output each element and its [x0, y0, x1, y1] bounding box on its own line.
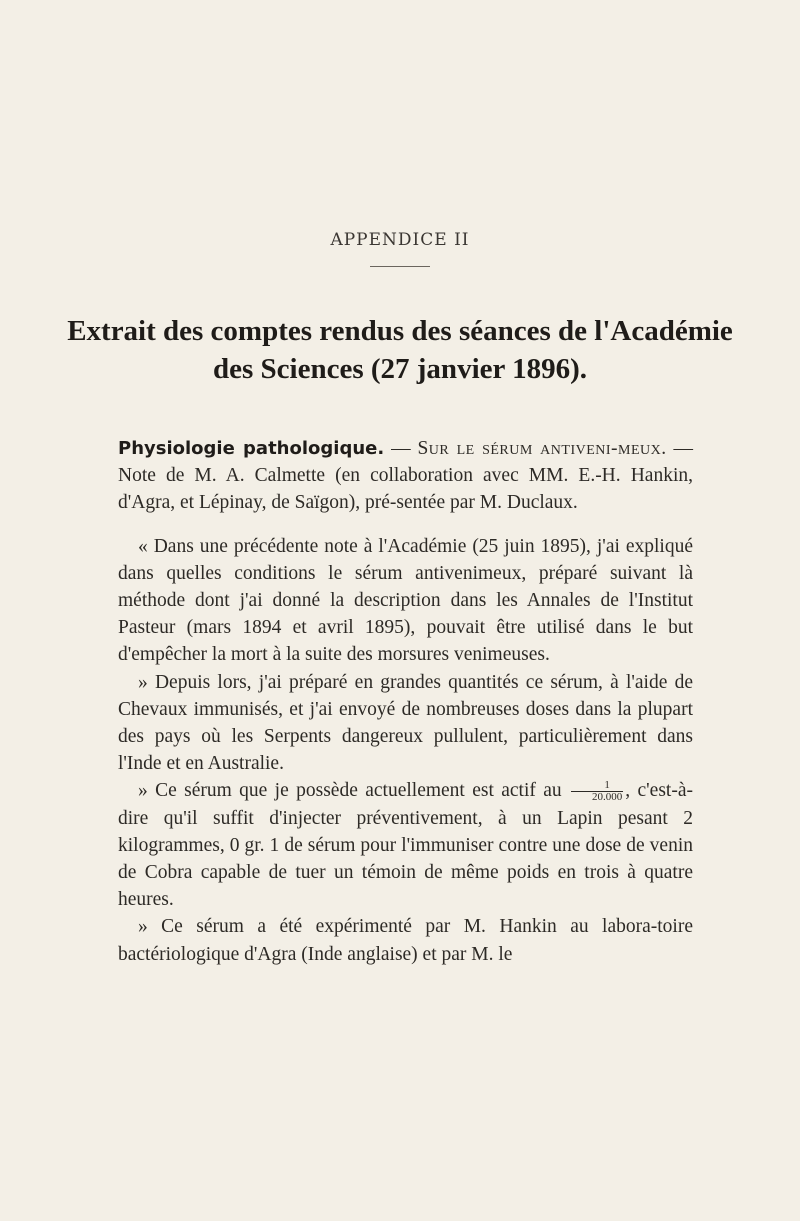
paragraph-1: « Dans une précédente note à l'Académie (25 juin 1895), j'ai expliqué dans quelles conditions le sérum antivenimeux, préparé suivant là méthode dont j'ai donné la description dans les Annales de l'Institut Pasteur (mars 1894 et avril 1895), pouvait être utilisé dans le but d'empêcher la mort à la suite des morsures venimeuses. — [118, 535, 693, 666]
separator-rule — [370, 266, 430, 267]
fraction-numerator: 1 — [571, 780, 623, 792]
paragraph-4: » Ce sérum a été expérimenté par M. Hankin au labora-toire bactériologique d'Agra (Inde anglaise) et par M. le — [118, 916, 693, 965]
heading-dash: — — [384, 438, 418, 459]
article-heading — [118, 435, 693, 517]
paragraph-3 — [118, 777, 693, 913]
paragraph-3-start: » Ce sérum que je possède actuellement est actif au — [138, 780, 570, 802]
paragraph-2: » Depuis lors, j'ai préparé en grandes quantités ce sérum, à l'aide de Chevaux immunisés, et j'ai envoyé de nombreuses doses dans la plupart des pays où les Serpents dangereux pullulent, particulièrement dans l'Inde et en Australie. — [118, 671, 693, 775]
heading-rest: — Note de M. A. Calmette (en collaboration avec MM. E.-H. Hankin, d'Agra, et Lépinay, de Saïgon), pré-sentée par M. Duclaux. — [118, 438, 694, 514]
fraction-denominator: 20.000 — [592, 791, 623, 804]
article-body — [118, 435, 693, 968]
topic-label: Sur le sérum antiveni-meux. — [417, 438, 667, 459]
subject-label: Physiologie pathologique. — [118, 438, 385, 459]
paragraph-3-end: , c'est-à-dire qu'il suffit d'injecter préventivement, à un Lapin pesant 2 kilogrammes, 0 gr. 1 de sérum pour l'immuniser contre une dose de venin de Cobra capable de tuer un témoin de même poids en trois à quatre heures. — [118, 780, 693, 911]
page-title: Extrait des comptes rendus des séances de l'Académie des Sciences (27 janvier 1896). — [67, 315, 733, 385]
running-head: APPENDICE II — [330, 230, 470, 250]
fraction — [571, 780, 623, 803]
